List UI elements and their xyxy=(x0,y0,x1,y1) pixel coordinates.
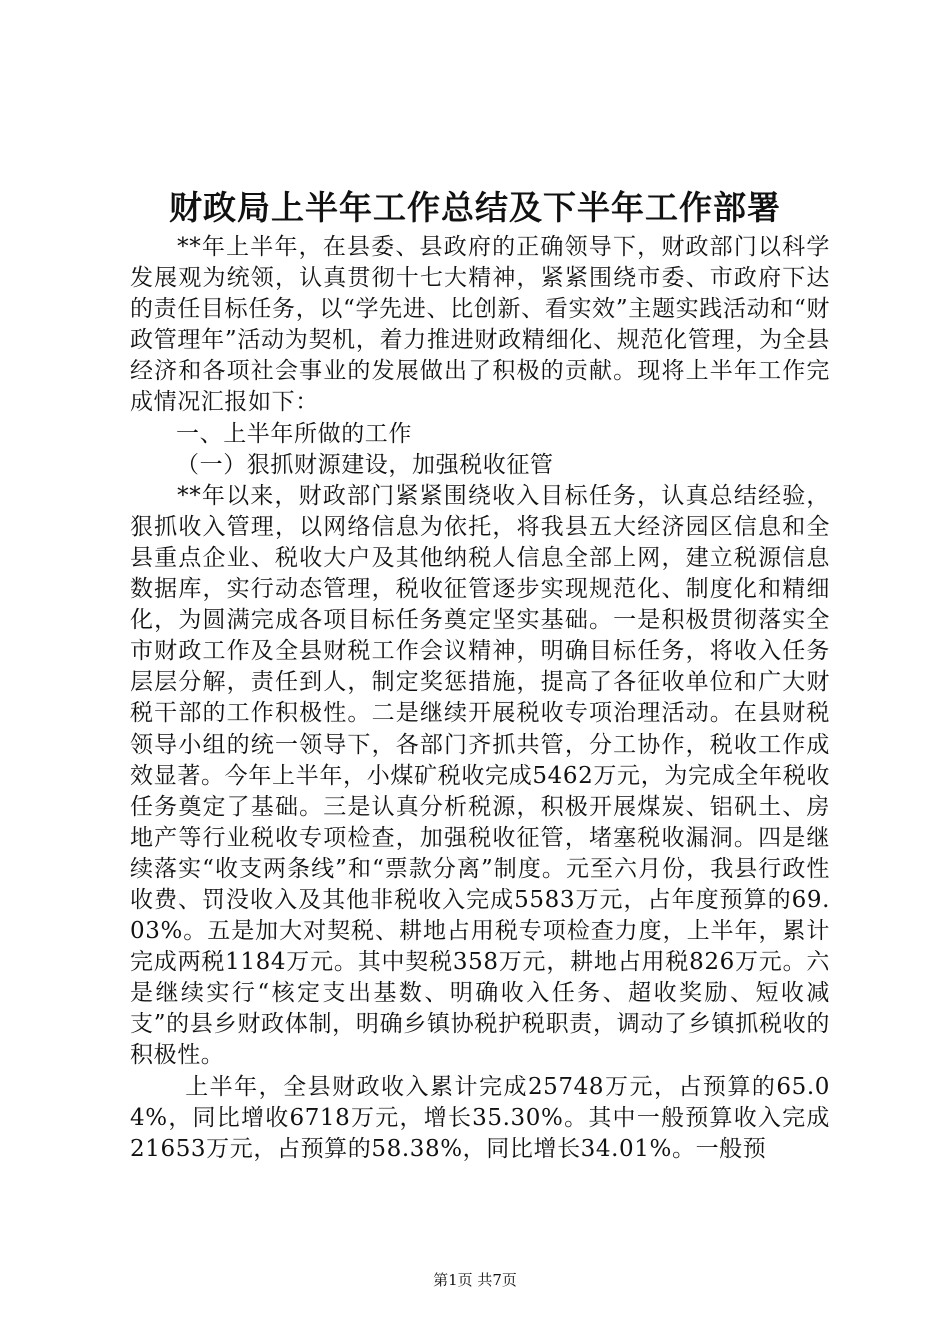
section-heading: 一、上半年所做的工作 xyxy=(176,420,412,447)
page-number-footer: 第1页 共7页 xyxy=(433,1271,517,1289)
document-title: 财政局上半年工作总结及下半年工作部署 xyxy=(169,188,781,227)
body-paragraph: 上半年，全县财政收入累计完成25748万元，占预算的65.04%，同比增收6718万元，增长35.30%。其中一般预算收入完成21653万元，占预算的58.38%，同比增长34.01%。一般预 xyxy=(130,1073,830,1162)
document-body xyxy=(130,232,830,1165)
intro-paragraph: **年上半年，在县委、县政府的正确领导下，财政部门以科学发展观为统领，认真贯彻十七大精神，紧紧围绕市委、市政府下达的责任目标任务，以“学先进、比创新、看实效”主题实践活动和“财政管理年”活动为契机，着力推进财政精细化、规范化管理，为全县经济和各项社会事业的发展做出了积极的贡献。现将上半年工作完成情况汇报如下： xyxy=(130,234,830,416)
subsection-heading: （一）狠抓财源建设，加强税收征管 xyxy=(176,451,554,478)
body-paragraph: **年以来，财政部门紧紧围绕收入目标任务，认真总结经验，狠抓收入管理，以网络信息为依托，将我县五大经济园区信息和全县重点企业、税收大户及其他纳税人信息全部上网，建立税源信息数据库，实行动态管理，税收征管逐步实现规范化、制度化和精细化，为圆满完成各项目标任务奠定坚实基础。一是积极贯彻落实全市财政工作及全县财税工作会议精神，明确目标任务，将收入任务层层分解，责任到人，制定奖惩措施，提高了各征收单位和广大财税干部的工作积极性。二是继续开展税收专项治理活动。在县财税领导小组的统一领导下，各部门齐抓共管，分工协作，税收工作成效显著。今年上半年，小煤矿税收完成5462万元，为完成全年税收任务奠定了基础。三是认真分析税源，积极开展煤炭、铝矾土、房地产等行业税收专项检查，加强税收征管，堵塞税收漏洞。四是继续落实“收支两条线”和“票款分离”制度。元至六月份，我县行政性收费、罚没收入及其他非税收入完成5583万元，占年度预算的69.03%。五是加大对契税、耕地占用税专项检查力度，上半年，累计完成两税1184万元。其中契税358万元，耕地占用税826万元。六是继续实行“核定支出基数、明确收入任务、超收奖励、短收减支”的县乡财政体制，明确乡镇协税护税职责，调动了乡镇抓税收的积极性。 xyxy=(130,482,830,1069)
